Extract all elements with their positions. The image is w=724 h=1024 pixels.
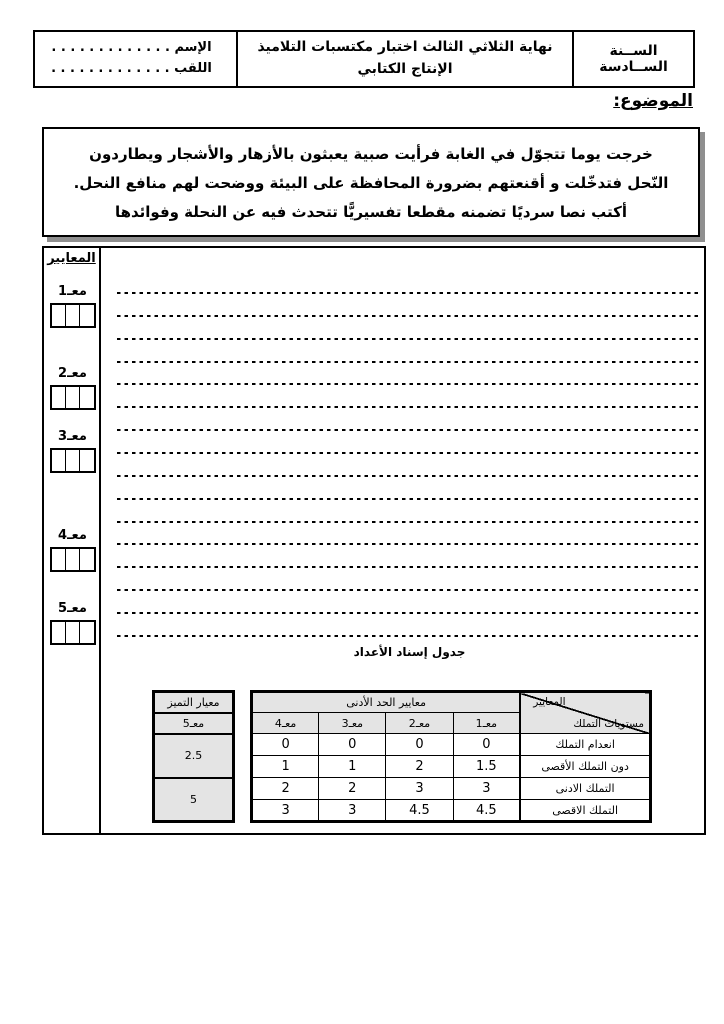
score-cell xyxy=(52,549,66,570)
score-value: 4.5 xyxy=(386,800,453,822)
score-cell xyxy=(66,450,80,471)
criterion-marker-3 xyxy=(44,428,101,473)
writing-line xyxy=(117,475,702,477)
student-name-cell xyxy=(34,31,237,87)
prompt-line2: النّحل فتدخّلت و أقنعتهم بضرورة المحافظة على البيئة ووضحت لهم منافع النحل. xyxy=(73,174,669,192)
exam-title-line1: نهاية الثلاثي الثالث اختبار مكتسبات التلاميذ xyxy=(257,39,553,56)
score-cell xyxy=(52,305,66,326)
writing-line xyxy=(117,383,702,385)
exam-title-line2: الإنتاج الكتابي xyxy=(357,61,453,77)
writing-line xyxy=(117,521,702,523)
writing-line xyxy=(117,635,702,637)
criterion-label-4: معـ4 xyxy=(58,528,87,543)
criteria-margin-column xyxy=(44,248,101,833)
score-cell xyxy=(52,387,66,408)
score-value: 1.5 xyxy=(453,756,520,778)
score-value: 1 xyxy=(252,756,319,778)
excellence-criterion-table xyxy=(152,690,235,823)
corner-header-cell xyxy=(520,692,650,734)
criterion-label-2: معـ2 xyxy=(58,366,87,381)
writing-line xyxy=(117,292,702,294)
table-row xyxy=(252,778,651,800)
writing-prompt-box xyxy=(42,127,700,237)
column-header-crit4: معـ4 xyxy=(252,713,319,734)
score-assignment-table xyxy=(250,690,652,823)
prompt-line1: خرجت يوما تتجوّل في الغابة فرأيت صبية يعبثون بالأزهار والأشجار ويطاردون xyxy=(89,145,653,163)
table-row xyxy=(252,756,651,778)
writing-line xyxy=(117,406,702,408)
level-label: التملك الادنى xyxy=(520,778,650,800)
score-value: 0 xyxy=(453,734,520,756)
table-row xyxy=(252,734,651,756)
score-cell xyxy=(66,549,80,570)
score-cell xyxy=(80,622,93,643)
score-cell xyxy=(80,450,93,471)
score-cell xyxy=(66,387,80,408)
score-value: 3 xyxy=(386,778,453,800)
column-header-crit2: معـ2 xyxy=(386,713,453,734)
exam-title-cell xyxy=(237,31,573,87)
criterion-marker-1 xyxy=(44,283,101,328)
last-name-field: اللقب . . . . . . . . . . . . . xyxy=(51,61,212,76)
score-value: 4.5 xyxy=(453,800,520,822)
score-value: 0 xyxy=(252,734,319,756)
score-value: 1 xyxy=(319,756,386,778)
prompt-line3: أكتب نصا سرديًا تضمنه مقطعا تفسيريًّا تتحدث فيه عن النحلة وفوائدها xyxy=(114,203,628,221)
writing-line xyxy=(117,452,702,454)
writing-line xyxy=(117,543,702,545)
writing-line xyxy=(117,338,702,340)
score-cells-box-3 xyxy=(50,448,96,473)
score-cell xyxy=(52,622,66,643)
score-cells-box-1 xyxy=(50,303,96,328)
excellence-header-cell: معيار التميز xyxy=(154,692,234,713)
score-cell xyxy=(80,549,93,570)
criterion-label-5: معـ5 xyxy=(58,601,87,616)
writing-line xyxy=(117,612,702,614)
corner-levels-label: مستويات التملك xyxy=(573,718,644,730)
score-cell xyxy=(66,305,80,326)
school-year-cell: الســنة الســادسة xyxy=(573,31,694,87)
score-cell xyxy=(66,622,80,643)
writing-frame xyxy=(42,246,706,835)
writing-line xyxy=(117,361,702,363)
score-value: 3 xyxy=(252,800,319,822)
score-table-title: جدول إسناد الأعداد xyxy=(353,645,466,659)
score-value: 3 xyxy=(453,778,520,800)
corner-criteria-label: المعايير xyxy=(533,696,566,708)
level-label: التملك الاقصى xyxy=(520,800,650,822)
table-row xyxy=(252,800,651,822)
criterion-marker-5 xyxy=(44,600,101,645)
column-header-crit1: معـ1 xyxy=(453,713,520,734)
criterion-marker-2 xyxy=(44,365,101,410)
score-value: 0 xyxy=(319,734,386,756)
writing-line xyxy=(117,589,702,591)
header-table xyxy=(33,30,695,88)
score-cells-box-4 xyxy=(50,547,96,572)
score-value: 3 xyxy=(319,800,386,822)
score-cells-box-2 xyxy=(50,385,96,410)
criterion-marker-4 xyxy=(44,527,101,572)
first-name-field: الإسم . . . . . . . . . . . . . xyxy=(51,40,212,56)
score-value: 0 xyxy=(386,734,453,756)
writing-line xyxy=(117,566,702,568)
score-value: 2 xyxy=(386,756,453,778)
score-value: 2 xyxy=(252,778,319,800)
score-cell xyxy=(80,387,93,408)
criterion-label-1: معـ1 xyxy=(58,284,87,299)
score-cell xyxy=(80,305,93,326)
criteria-margin-title: المعايير xyxy=(47,251,96,266)
criterion-label-3: معـ3 xyxy=(58,429,87,444)
level-label: دون التملك الأقصى xyxy=(520,756,650,778)
column-header-crit3: معـ3 xyxy=(319,713,386,734)
excellence-value-bottom: 5 xyxy=(154,778,234,822)
score-cells-box-5 xyxy=(50,620,96,645)
writing-line xyxy=(117,315,702,317)
minimum-criteria-group-header: معايير الحد الأدنى xyxy=(252,692,521,713)
subject-label: الموضوع: xyxy=(613,91,693,111)
level-label: انعدام التملك xyxy=(520,734,650,756)
score-value: 2 xyxy=(319,778,386,800)
writing-line xyxy=(117,498,702,500)
score-cell xyxy=(52,450,66,471)
writing-line xyxy=(117,429,702,431)
excellence-criterion-cell: معـ5 xyxy=(154,713,234,734)
excellence-value-top: 2.5 xyxy=(154,734,234,778)
